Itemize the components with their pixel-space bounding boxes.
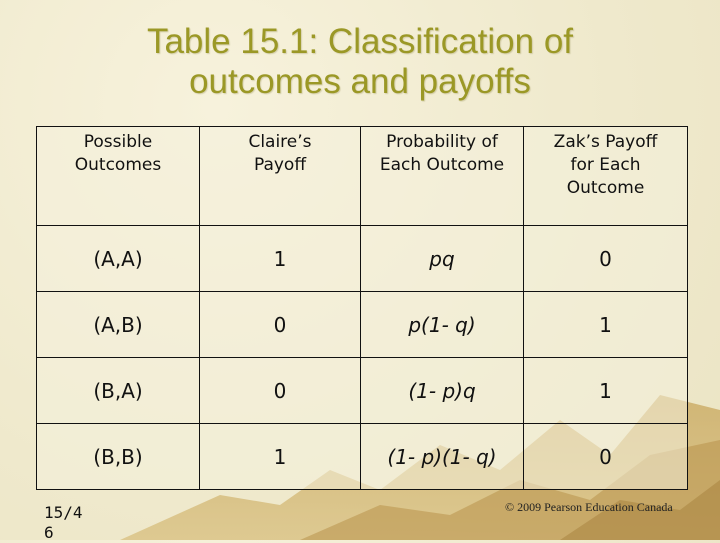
cell-probability: p(1- q) xyxy=(361,292,524,358)
cell-claire: 1 xyxy=(200,226,361,292)
cell-outcome: (A,A) xyxy=(37,226,200,292)
header-possible-outcomes: Possible Outcomes xyxy=(37,127,200,226)
header-zak-payoff: Zak’s Payoff for Each Outcome xyxy=(524,127,688,226)
copyright-notice: © 2009 Pearson Education Canada xyxy=(505,500,673,514)
header-row xyxy=(37,127,688,226)
cell-outcome: (B,A) xyxy=(37,358,200,424)
header-claire-payoff: Claire’s Payoff xyxy=(200,127,361,226)
header-probability: Probability of Each Outcome xyxy=(361,127,524,226)
cell-claire: 0 xyxy=(200,358,361,424)
cell-probability: (1- p)q xyxy=(361,358,524,424)
cell-zak: 0 xyxy=(524,226,688,292)
page-number: 15/4 6 xyxy=(44,503,83,542)
table-row xyxy=(37,358,688,424)
cell-zak: 0 xyxy=(524,424,688,490)
cell-probability: (1- p)(1- q) xyxy=(361,424,524,490)
table-row xyxy=(37,292,688,358)
title-line-1: Table 15.1: Classification of xyxy=(146,22,574,61)
cell-probability: pq xyxy=(361,226,524,292)
title-line-2: outcomes and payoffs xyxy=(189,62,531,101)
cell-zak: 1 xyxy=(524,292,688,358)
cell-zak: 1 xyxy=(524,358,688,424)
cell-outcome: (A,B) xyxy=(37,292,200,358)
cell-claire: 0 xyxy=(200,292,361,358)
cell-outcome: (B,B) xyxy=(37,424,200,490)
cell-claire: 1 xyxy=(200,424,361,490)
outcomes-table xyxy=(36,126,688,490)
table-row xyxy=(37,226,688,292)
table-row xyxy=(37,424,688,490)
slide-title xyxy=(0,22,720,102)
